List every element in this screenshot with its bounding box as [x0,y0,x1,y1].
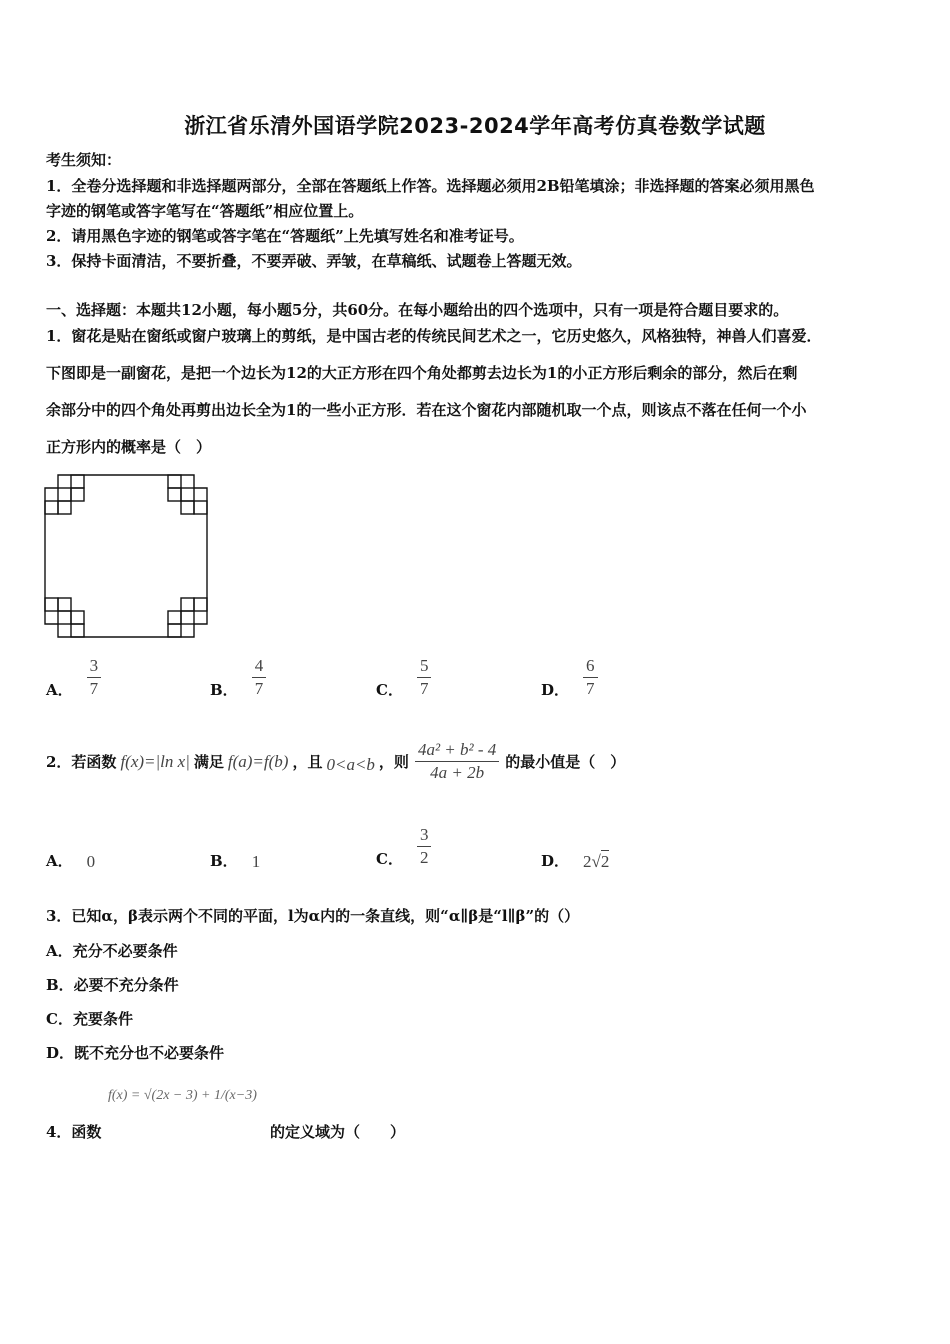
option-fraction [252,656,267,699]
denominator: 4a + 2b [430,763,485,782]
coefficient: 2 [583,852,592,871]
option-c[interactable]: C．充要条件 [46,1010,133,1028]
q2-function: f(x)=|ln x| [120,751,190,771]
denominator: 2 [419,848,429,867]
q4-formula: f(x) = √(2x − 3) + 1/(x−3) [108,1088,257,1103]
notice-item: 字迹的钢笔或答字笔写在“答题纸”相应位置上。 [46,202,364,220]
option-c[interactable] [376,824,431,869]
question-4-prefix: 4．函数 [46,1123,102,1141]
question-1-line: 1．窗花是贴在窗纸或窗户玻璃上的剪纸，是中国古老的传统民间艺术之一，它历史悠久，风格独特，神兽人们喜爱． [46,327,822,345]
option-label: A． [46,681,73,699]
option-fraction [583,656,598,699]
option-fraction [87,656,102,699]
q2-text: ，且 [292,752,323,771]
option-d[interactable]: D．既不充分也不必要条件 [46,1044,225,1062]
denominator: 7 [89,679,99,698]
option-label: D． [541,681,570,699]
numerator: 3 [417,825,432,847]
question-1-line: 余部分中的四个角处再剪出边长全为1的一些小正方形．若在这个窗花内部随机取一个点，则该点不落在任何一个小 [46,401,807,419]
numerator: 4a² + b² - 4 [415,740,499,762]
option-label: A． [46,851,73,870]
option-c[interactable] [376,655,431,700]
option-label: C． [376,850,403,868]
q2-condition: f(a)=f(b) [227,751,289,771]
question-2-stem [46,740,625,783]
denominator: 7 [586,679,595,698]
section-heading: 一、选择题：本题共12小题，每小题5分，共60分。在每小题给出的四个选项中，只有一项是符合题目要求的。 [46,301,789,319]
numerator: 5 [417,656,432,678]
option-value: 1 [251,852,261,871]
option-a[interactable] [46,655,101,700]
option-b[interactable]: B．必要不充分条件 [46,976,179,994]
radicand: 2 [600,852,610,871]
option-value: 2√2 [583,852,610,871]
notice-item: 1．全卷分选择题和非选择题两部分，全部在答题纸上作答。选择题必须用2B铅笔填涂；非选择题的答案必须用黑色 [46,177,815,195]
numerator: 4 [252,656,267,678]
numerator: 6 [583,656,598,678]
q2-suffix: 的最小值是（ ） [505,752,626,771]
option-fraction [417,656,432,699]
option-a[interactable]: A．充分不必要条件 [46,942,178,960]
q2-inequality: 0<a<b [326,754,375,774]
option-value: 0 [86,852,96,871]
question-1-line: 正方形内的概率是（ ） [46,438,212,456]
notice-item: 3．保持卡面清洁，不要折叠，不要弄破、弄皱，在草稿纸、试题卷上答题无效。 [46,252,582,270]
q2-fraction [415,740,499,783]
option-a[interactable] [46,848,95,872]
q2-text: 满足 [193,752,224,771]
window-flower-figure [40,470,212,642]
option-d[interactable] [541,848,609,872]
option-d[interactable] [541,655,598,700]
page-title: 浙江省乐清外国语学院2023-2024学年高考仿真卷数学试题 [184,114,766,138]
option-b[interactable] [210,848,260,872]
notice-item: 2．请用黑色字迹的钢笔或答字笔在“答题纸”上先填写姓名和准考证号。 [46,227,524,245]
q2-text: ，则 [378,752,409,771]
option-label: D． [541,851,570,870]
q2-prefix: 2．若函数 [46,752,117,771]
question-1-line: 下图即是一副窗花，是把一个边长为12的大正方形在四个角处都剪去边长为1的小正方形后剩余的部分，然后在剩 [46,364,798,382]
denominator: 7 [419,679,429,698]
option-label: B． [210,681,238,699]
option-label: B． [210,851,238,870]
option-fraction [417,825,432,868]
question-3-stem: 3．已知α，β表示两个不同的平面，l为α内的一条直线，则“α∥β是“l∥β”的（） [46,907,580,925]
numerator: 3 [87,656,102,678]
denominator: 7 [254,679,264,698]
question-4-suffix: 的定义域为（ ） [270,1123,406,1141]
option-b[interactable] [210,655,266,700]
notice-heading: 考生须知： [46,151,122,169]
option-label: C． [376,681,403,699]
